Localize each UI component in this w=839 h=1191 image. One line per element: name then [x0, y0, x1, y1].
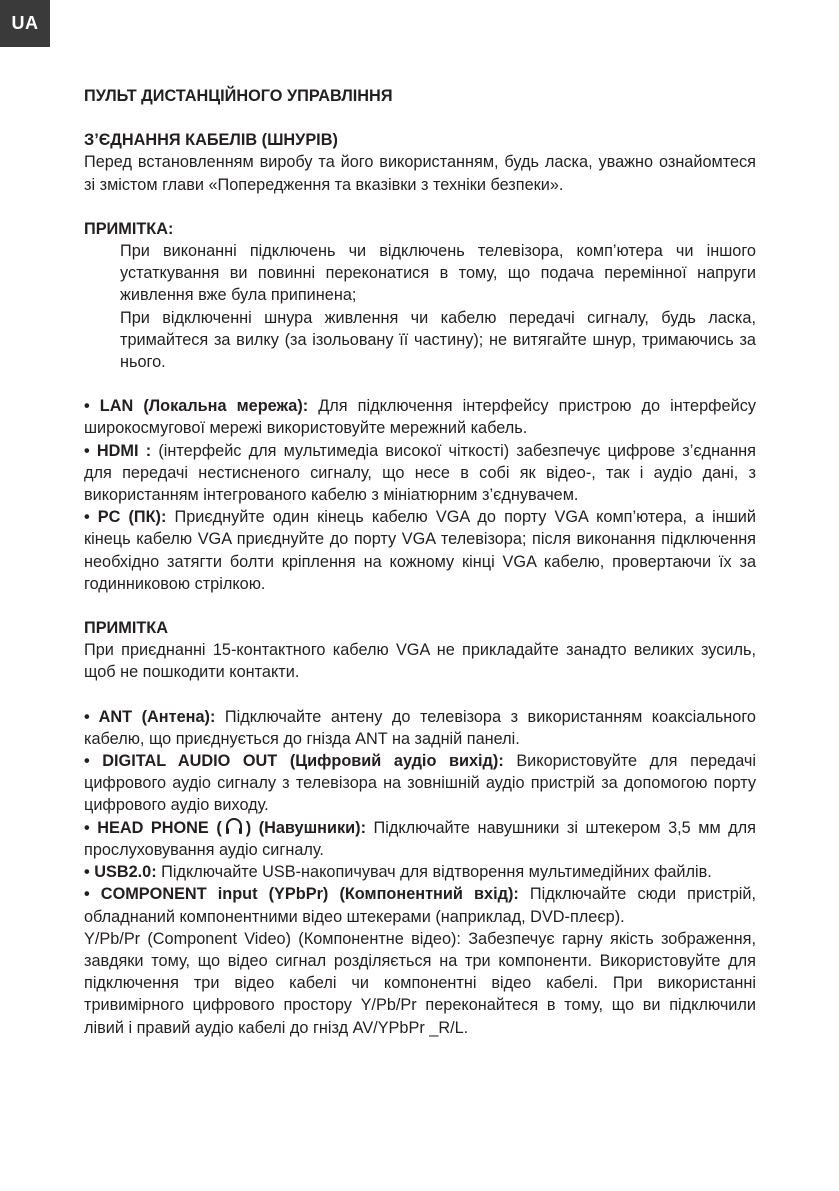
- hdmi-item: [84, 440, 756, 507]
- digital-audio-item: [84, 750, 756, 817]
- hdmi-text: (інтерфейс для мультимедіа високої чіткості) забезпечує цифрове з’єднання для передачі нестисненого сигналу, що несе в собі як відео-, так і аудіо дані, з використанням інтегрованого кабелю з мініатюрним з’єднувачем.: [84, 441, 756, 505]
- pc-label: • PC (ПК):: [84, 508, 167, 527]
- component-text: Підключайте сюди пристрій, обладнаний компонентними відео штекерами (наприклад, DVD-плеєр).: [84, 885, 757, 926]
- connection-section: [84, 129, 756, 196]
- ant-text: Підключайте антену до телевізора з використанням коаксіального кабелю, що приєднується до гнізда ANT на задній панелі.: [84, 707, 756, 748]
- component-item: [84, 883, 756, 927]
- connection-heading: З’ЄДНАННЯ КАБЕЛІВ (ШНУРІВ): [84, 131, 338, 150]
- note-section-1: [84, 218, 756, 373]
- page-title: ПУЛЬТ ДИСТАНЦІЙНОГО УПРАВЛІННЯ: [84, 87, 393, 105]
- lan-label: • LAN (Локальна мережа):: [84, 397, 309, 416]
- headphone-label-start: • HEAD PHONE (: [84, 818, 222, 837]
- component-label: • COMPONENT input (YPbPr) (Компонентний вхід):: [84, 885, 519, 904]
- headphone-label-end: ) (Навушники):: [245, 818, 367, 837]
- pc-item: [84, 506, 756, 595]
- note-section-2: [84, 617, 756, 684]
- usb-item: [84, 861, 756, 883]
- note-paragraph-2: При відключенні шнура живлення чи кабелю передачі сигналу, будь ласка, тримайтеся за вилку (за ізольовану її частину); не витягайте шнур, тримаючись за нього.: [120, 308, 756, 372]
- usb-label: • USB2.0:: [84, 863, 157, 882]
- headphone-item: [84, 817, 756, 861]
- note-heading-2: ПРИМІТКА: [84, 619, 168, 638]
- ypbpr-paragraph: Y/Pb/Pr (Component Video) (Компонентне відео): Забезпечує гарну якість зображення, завдяки тому, що відео сигнал розділяється на три компоненти. Використовуйте для підключення три відео кабелі чи компонентні відео кабелі. При використанні тривимірного цифрового простору Y/Pb/Pr переконайтеся в тому, що ви підключили лівий і правий аудіо кабелі до гнізд AV/YPbPr _R/L.: [84, 929, 756, 1037]
- note-paragraph-1: При виконанні підключень чи відключень телевізора, комп’ютера чи іншого устаткування ви повинні переконатися в тому, що подача перемінної напруги живлення вже була припинена;: [120, 242, 756, 305]
- ant-label: • ANT (Антена):: [84, 707, 216, 726]
- note2-text: При приєднанні 15-контактного кабелю VGA не прикладайте занадто великих зусиль, щоб не пошкодити контакти.: [84, 641, 756, 682]
- headphone-text: Підключайте навушники зі штекером 3,5 мм для прослуховування аудіо сигналу.: [84, 818, 756, 859]
- usb-text: Підключайте USB-накопичувач для відтворення мультимедійних файлів.: [156, 863, 712, 882]
- hdmi-label: • HDMI :: [84, 441, 152, 460]
- ports-section-1: [84, 395, 756, 595]
- pc-text: Приєднуйте один кінець кабелю VGA до порту VGA комп’ютера, а інший кінець кабелю VGA приєднуйте до порту VGA телевізора; після виконання підключення необхідно затягти болти кріплення на кожному кінці VGA кабелю, провертаючи їх за годинниковою стрілкою.: [84, 508, 756, 593]
- page-content: [84, 85, 756, 1061]
- digital-audio-label: • DIGITAL AUDIO OUT (Цифровий аудіо вихід):: [84, 752, 504, 771]
- language-tab: UA: [0, 0, 50, 47]
- lan-item: [84, 395, 756, 439]
- ports-section-2: [84, 706, 756, 1039]
- ant-item: [84, 706, 756, 750]
- note-heading-1: ПРИМІТКА:: [84, 219, 174, 238]
- connection-text: Перед встановленням виробу та його використанням, будь ласка, уважно ознайомтеся зі змістом глави «Попередження та вказівки з техніки безпеки».: [84, 153, 756, 194]
- lan-text: Для підключення інтерфейсу пристрою до інтерфейсу широкосмугової мережі використовуйте мережний кабель.: [84, 397, 756, 438]
- headphone-icon: [224, 817, 244, 835]
- digital-audio-text: Використовуйте для передачі цифрового аудіо сигналу з телевізора на зовнішній аудіо пристрій за допомогою порту цифрового аудіо виходу.: [84, 752, 756, 815]
